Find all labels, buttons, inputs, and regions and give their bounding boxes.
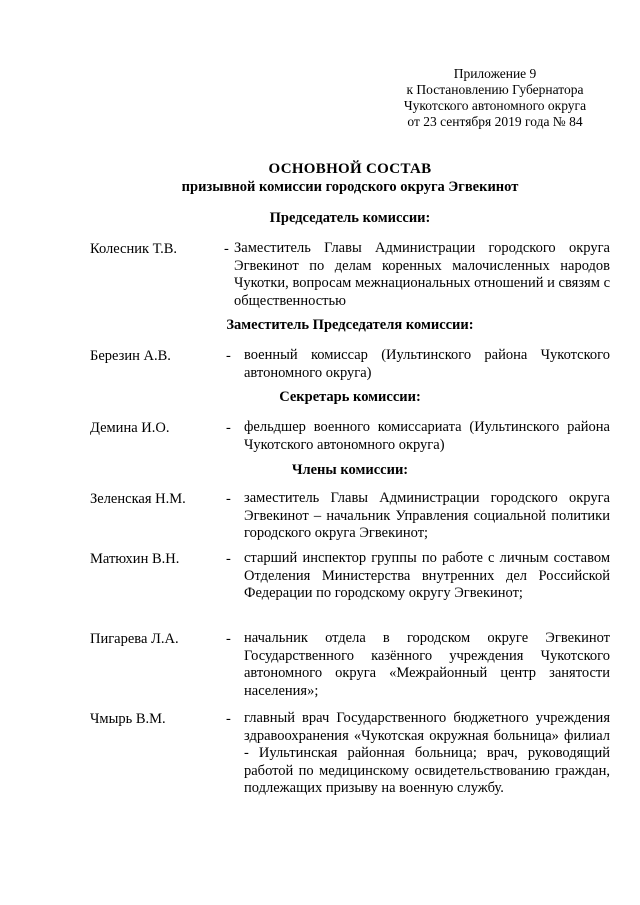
person-desc-2: военный комиссар (Иультинского района Чукотского автономного округа) <box>244 347 610 381</box>
document-subtitle: призывной комиссии городского округа Эгвекинот <box>181 179 519 195</box>
annex-line-1: Приложение 9 <box>453 66 537 81</box>
section-chair-heading: Председатель комиссии: <box>269 210 431 226</box>
section-members-heading: Члены комиссии: <box>291 462 409 478</box>
person-dash-7: - <box>226 711 231 727</box>
annex-line-4: от 23 сентября 2019 года № 84 <box>407 114 583 129</box>
person-dash-3: - <box>226 420 231 436</box>
section-secretary-heading: Секретарь комиссии: <box>279 389 421 405</box>
person-name-1: Колесник Т.В. <box>90 241 177 257</box>
annex-line-2: к Постановлению Губернатора <box>406 82 584 97</box>
person-name-2: Березин А.В. <box>90 348 171 364</box>
document-title: ОСНОВНОЙ СОСТАВ <box>268 161 432 177</box>
person-desc-6: начальник отдела в городском округе Эгвекинот Государственного казённого учреждения Чукотского автономного округа «Межрайонный центр занятости населения»; <box>244 630 610 699</box>
annex-block <box>395 66 595 130</box>
section-deputy-heading: Заместитель Председателя комиссии: <box>226 317 474 333</box>
person-desc-1: Заместитель Главы Администрации городского округа Эгвекинот по делам коренных малочисленных народов Чукотки, вопросам межнациональных отношений и связям с общественностью <box>234 240 610 309</box>
person-name-3: Демина И.О. <box>90 420 170 436</box>
person-dash-1: - <box>224 241 229 257</box>
person-name-6: Пигарева Л.А. <box>90 631 179 647</box>
person-dash-6: - <box>226 631 231 647</box>
person-name-7: Чмырь В.М. <box>90 711 166 727</box>
person-name-5: Матюхин В.Н. <box>90 551 180 567</box>
person-desc-3: фельдшер военного комиссариата (Иультинского района Чукотского автономного округа) <box>244 419 610 453</box>
person-desc-7: главный врач Государственного бюджетного учреждения здравоохранения «Чукотская окружная больница» филиал - Иультинская районная больница; врач, руководящий работой по медицинскому освидетельствованию граждан, подлежащих призыву на военную службу. <box>244 710 610 796</box>
person-dash-4: - <box>226 491 231 507</box>
person-desc-4: заместитель Главы Администрации городского округа Эгвекинот – начальник Управления социальной политики городского округа Эгвекинот; <box>244 490 610 541</box>
person-dash-5: - <box>226 551 231 567</box>
person-name-4: Зеленская Н.М. <box>90 491 186 507</box>
person-desc-5: старший инспектор группы по работе с личным составом Отделения Министерства внутренних дел Российской Федерации по городскому округу Эгвекинот; <box>244 550 610 601</box>
annex-line-3: Чукотского автономного округа <box>403 98 587 113</box>
person-dash-2: - <box>226 348 231 364</box>
